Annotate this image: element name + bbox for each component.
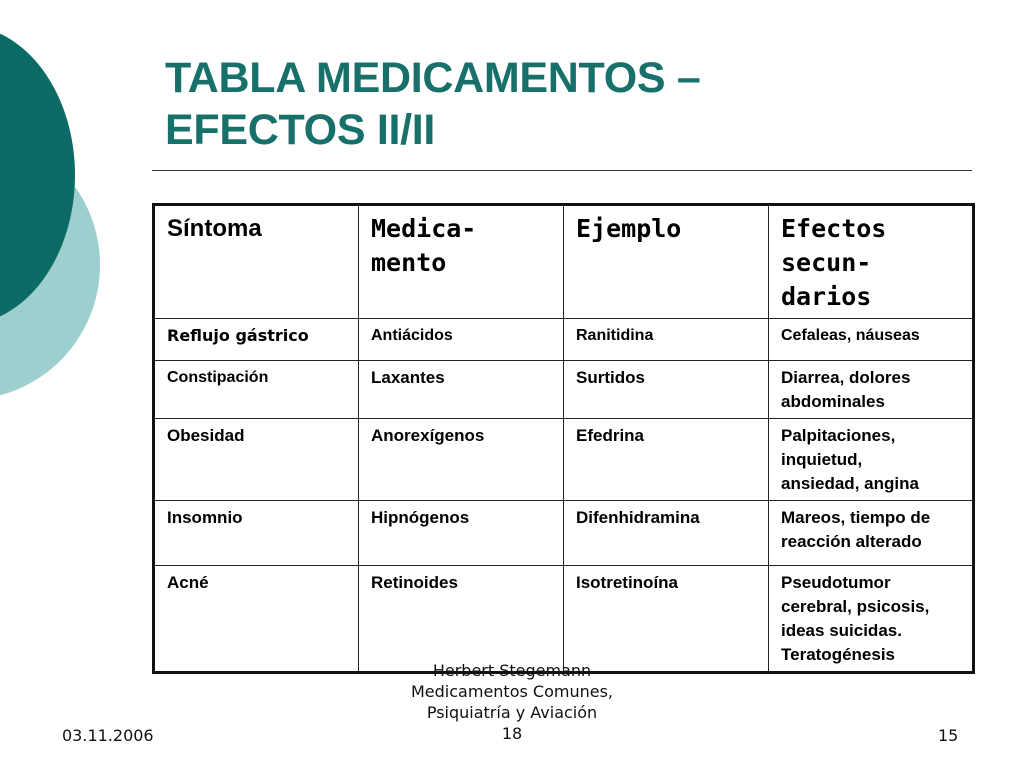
- table-cell: Cefaleas, náuseas: [769, 319, 974, 361]
- header-cell-ejemplo: Ejemplo: [564, 205, 769, 319]
- table-header-row: [154, 205, 974, 319]
- footer-date: 03.11.2006: [62, 726, 154, 745]
- table-cell: Surtidos: [564, 361, 769, 419]
- header-cell-sintoma: Síntoma: [154, 205, 359, 319]
- table-cell: Acné: [154, 566, 359, 673]
- footer-line2: Medicamentos Comunes,: [411, 682, 613, 701]
- table-row: [154, 419, 974, 501]
- table-cell: Palpitaciones, inquietud, ansiedad, angina: [769, 419, 974, 501]
- title-divider: [152, 170, 972, 171]
- table-cell: Antiácidos: [359, 319, 564, 361]
- table-cell: Obesidad: [154, 419, 359, 501]
- slide-title-line2: EFECTOS II/II: [165, 106, 436, 154]
- table-row: [154, 319, 974, 361]
- table-cell: Anorexígenos: [359, 419, 564, 501]
- table-cell: Isotretinoína: [564, 566, 769, 673]
- footer-line3: Psiquiatría y Aviación: [426, 703, 598, 722]
- table-cell: Retinoides: [359, 566, 564, 673]
- table-cell: Reflujo gástrico: [154, 319, 359, 361]
- slide-title-line1: TABLA MEDICAMENTOS –: [165, 54, 701, 102]
- footer-line4: 18: [501, 724, 523, 743]
- table-cell: Efedrina: [564, 419, 769, 501]
- table-cell: Insomnio: [154, 501, 359, 566]
- footer-center-text: [384, 660, 640, 744]
- table-cell: Difenhidramina: [564, 501, 769, 566]
- header-cell-efectos: Efectos secun- darios: [769, 205, 974, 319]
- table-cell: Pseudotumor cerebral, psicosis, ideas suicidas. Teratogénesis: [769, 566, 974, 673]
- table-row: [154, 361, 974, 419]
- footer-page-number: 15: [938, 726, 959, 745]
- table-cell: Diarrea, dolores abdominales: [769, 361, 974, 419]
- table-cell: Ranitidina: [564, 319, 769, 361]
- table-cell: Laxantes: [359, 361, 564, 419]
- table-cell: Constipación: [154, 361, 359, 419]
- table-row: [154, 501, 974, 566]
- table-cell: Mareos, tiempo de reacción alterado: [769, 501, 974, 566]
- table-row: [154, 566, 974, 673]
- header-cell-medicamento: Medica- mento: [359, 205, 564, 319]
- footer-author: Herbert Stegemann: [432, 661, 592, 680]
- medications-table: [152, 203, 975, 674]
- table-cell: Hipnógenos: [359, 501, 564, 566]
- slide-title: [165, 52, 985, 156]
